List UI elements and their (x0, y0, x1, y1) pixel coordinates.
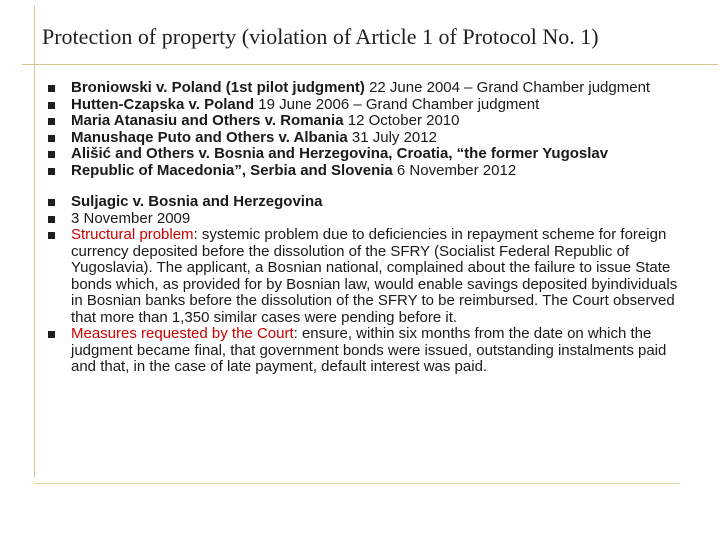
square-bullet-icon (48, 118, 55, 125)
list-item (48, 130, 688, 147)
case-detail: 22 June 2004 – Grand Chamber judgment (364, 79, 651, 96)
square-bullet-icon (48, 85, 55, 92)
square-bullet-icon (48, 151, 55, 158)
list-item (48, 113, 688, 130)
title-underline (22, 64, 718, 65)
case-name: Ališić and Others v. Bosnia and Herzegovina, Croatia, “the former Yugoslav (71, 145, 609, 162)
measures-text: : ensure, within six months from the date on which the judgment became final, that government bonds were issued, outstanding instalments paid and that, in the case of late payment, default interest was paid. (71, 325, 667, 375)
square-bullet-icon (48, 168, 55, 175)
case-name: Republic of Macedonia”, Serbia and Slovenia (71, 161, 393, 179)
bullet-list (48, 80, 688, 376)
case-name: Broniowski v. Poland (1st pilot judgment) (71, 79, 365, 96)
structural-problem-text: : systemic problem due to deficiencies in repayment scheme for foreign currency deposited before the dissolution of the SFRY (Socialist Federal Republic of Yugoslavia). The applicant, a Bosnian national, complained about the failure to issue State bonds which, as provided for by Bosnian law, would enable savings deposited byindividuals in Bosnian banks before the dissolution of the SFRY to be reimbursed. The Court observed that more than 1,350 similar cases were pending before it. (71, 226, 678, 326)
square-bullet-icon (48, 331, 55, 338)
list-item (48, 163, 688, 180)
list-item (48, 146, 688, 163)
list-item (48, 80, 688, 97)
bottom-rule (34, 483, 680, 484)
square-bullet-icon (48, 102, 55, 109)
list-item (48, 97, 688, 114)
case-name: Maria Atanasiu and Others v. Romania (71, 112, 344, 129)
slide-title: Protection of property (violation of Article 1 of Protocol No. 1) (42, 24, 599, 49)
square-bullet-icon (48, 216, 55, 223)
case-name: Suljagic v. Bosnia and Herzegovina (71, 193, 323, 210)
square-bullet-icon (48, 232, 55, 239)
square-bullet-icon (48, 135, 55, 142)
square-bullet-icon (48, 199, 55, 206)
case-detail: 19 June 2006 – Grand Chamber judgment (254, 95, 540, 113)
judgment-date: 3 November 2009 (71, 209, 191, 227)
list-item (48, 194, 688, 211)
structural-problem-label: Structural problem (71, 226, 194, 243)
case-name: Hutten-Czapska v. Poland (71, 95, 255, 113)
measures-label: Measures requested by the Court (71, 325, 294, 342)
case-detail: 6 November 2012 (392, 161, 517, 179)
case-detail: 12 October 2010 (343, 112, 460, 129)
decorative-vertical-line (34, 6, 35, 478)
list-item (48, 227, 688, 326)
list-item (48, 326, 688, 376)
case-name: Manushaqe Puto and Others v. Albania (71, 128, 348, 146)
list-item (48, 211, 688, 228)
case-detail: 31 July 2012 (347, 128, 437, 146)
